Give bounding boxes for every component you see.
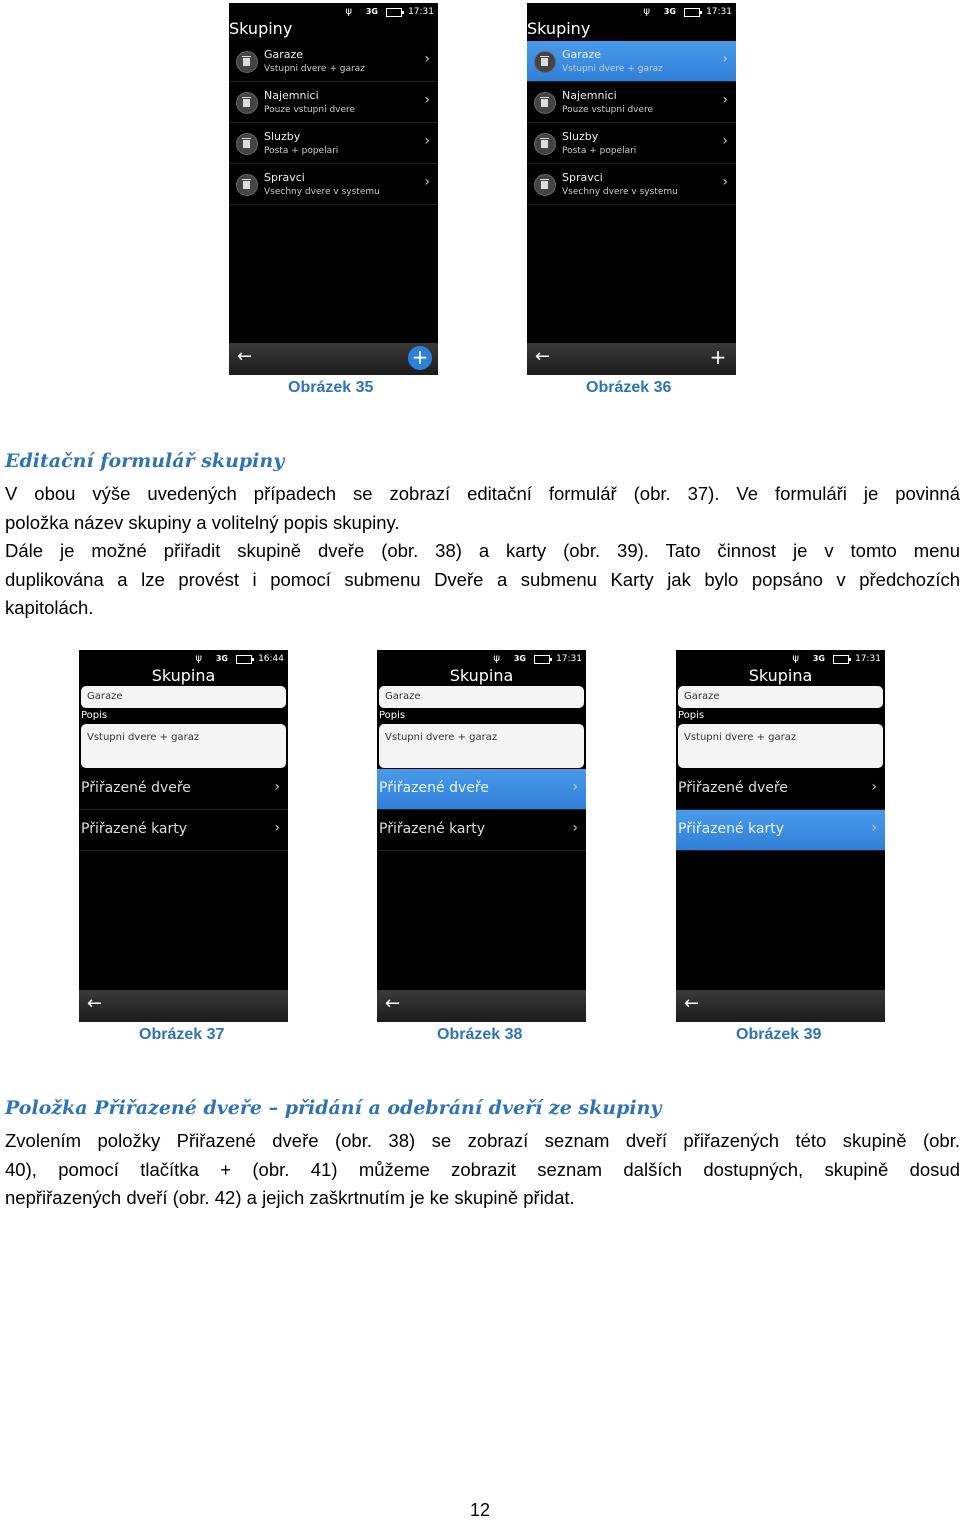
menu-item-assigned-doors[interactable] <box>79 769 288 810</box>
item-desc: Posta + popelari <box>562 146 637 156</box>
figure-caption: Obrázek 37 <box>139 1026 225 1043</box>
chevron-right-icon: › <box>274 779 280 795</box>
signal-icon: ψ <box>195 653 202 664</box>
name-field[interactable] <box>678 686 883 708</box>
network-type: 3G <box>365 7 378 16</box>
item-name: Spravci <box>562 171 603 184</box>
item-desc: Pouze vstupni dvere <box>264 105 356 115</box>
item-desc: Vstupni dvere + garaz <box>562 64 663 74</box>
name-field[interactable] <box>379 686 584 708</box>
paragraph <box>5 480 960 623</box>
popis-value: Vstupni dvere + garaz <box>385 732 498 743</box>
chevron-right-icon: › <box>722 133 728 149</box>
menu-item-assigned-cards[interactable] <box>79 810 288 851</box>
list-item-garaze[interactable] <box>229 41 438 82</box>
trash-icon[interactable] <box>236 133 258 155</box>
status-time: 17:31 <box>706 7 732 17</box>
network-type: 3G <box>215 654 228 663</box>
screenshot-36 <box>527 3 736 375</box>
signal-icon: ψ <box>345 6 352 17</box>
list-item-spravci[interactable] <box>527 164 736 205</box>
list-item-sluzby[interactable] <box>229 123 438 164</box>
figure-caption: Obrázek 35 <box>288 379 374 396</box>
screenshot-38 <box>377 650 586 1022</box>
figure-caption: Obrázek 39 <box>736 1026 822 1043</box>
popis-field[interactable] <box>81 724 286 768</box>
toolbar <box>527 343 736 375</box>
battery-icon <box>534 655 550 664</box>
menu-item-assigned-cards[interactable] <box>676 810 885 851</box>
chevron-right-icon: › <box>722 51 728 67</box>
screenshot-35 <box>229 3 438 375</box>
chevron-right-icon: › <box>424 133 430 149</box>
trash-icon[interactable] <box>236 51 258 73</box>
network-type: 3G <box>513 654 526 663</box>
menu-item-label: Přiřazené dveře <box>379 780 489 796</box>
signal-icon: ψ <box>643 6 650 17</box>
toolbar <box>377 990 586 1022</box>
signal-icon: ψ <box>792 653 799 664</box>
battery-icon <box>236 655 252 664</box>
chevron-right-icon: › <box>274 820 280 836</box>
chevron-right-icon: › <box>572 779 578 795</box>
trash-icon[interactable] <box>534 133 556 155</box>
popis-value: Vstupni dvere + garaz <box>684 732 797 743</box>
chevron-right-icon: › <box>424 51 430 67</box>
trash-icon[interactable] <box>534 51 556 73</box>
screen-title: Skupiny <box>527 19 591 38</box>
name-value: Garaze <box>87 691 123 702</box>
section-heading: Položka Přiřazené dveře – přidání a odebrání dveří ze skupiny <box>5 1097 662 1119</box>
chevron-right-icon: › <box>572 820 578 836</box>
paragraph-line: kapitolách. <box>5 597 94 618</box>
chevron-right-icon: › <box>871 820 877 836</box>
paragraph-line: Zvolením položky Přiřazené dveře (obr. 38) se zobrazí seznam dveří přiřazených této skupině (obr. <box>5 1130 960 1151</box>
paragraph-line: 40), pomocí tlačítka + (obr. 41) můžeme zobrazit seznam dalších dostupných, skupině dosud <box>5 1158 960 1180</box>
list-item-najemnici[interactable] <box>229 82 438 123</box>
toolbar <box>676 990 885 1022</box>
trash-icon[interactable] <box>236 92 258 114</box>
network-type: 3G <box>663 7 676 16</box>
paragraph-line: V obou výše uvedených případech se zobrazí editační formulář (obr. 37). Ve formuláři je povinná <box>5 483 960 504</box>
figure-caption: Obrázek 38 <box>437 1026 523 1043</box>
battery-icon <box>684 8 700 17</box>
item-name: Spravci <box>264 171 305 184</box>
back-arrow-icon[interactable]: ← <box>237 346 253 367</box>
screenshot-39 <box>676 650 885 1022</box>
popis-label: Popis <box>379 710 406 721</box>
item-desc: Vstupni dvere + garaz <box>264 64 365 74</box>
back-arrow-icon[interactable]: ← <box>684 993 700 1014</box>
screenshot-37 <box>79 650 288 1022</box>
item-name: Sluzby <box>264 130 301 143</box>
back-arrow-icon[interactable]: ← <box>87 993 103 1014</box>
menu-item-assigned-doors[interactable] <box>377 769 586 810</box>
list-item-sluzby[interactable] <box>527 123 736 164</box>
trash-icon[interactable] <box>534 174 556 196</box>
chevron-right-icon: › <box>722 174 728 190</box>
popis-value: Vstupni dvere + garaz <box>87 732 200 743</box>
menu-item-label: Přiřazené dveře <box>81 780 191 796</box>
item-name: Sluzby <box>562 130 599 143</box>
item-desc: Pouze vstupni dvere <box>562 105 654 115</box>
chevron-right-icon: › <box>871 779 877 795</box>
popis-label: Popis <box>678 710 705 721</box>
status-time: 17:31 <box>408 7 434 17</box>
screen-title: Skupina <box>151 666 216 685</box>
screen-title: Skupiny <box>229 19 293 38</box>
menu-item-assigned-cards[interactable] <box>377 810 586 851</box>
page-number: 12 <box>469 1500 491 1520</box>
paragraph-line: položka název skupiny a volitelný popis skupiny. <box>5 511 400 533</box>
back-arrow-icon[interactable]: ← <box>535 346 551 367</box>
item-desc: Vsechny dvere v systemu <box>264 187 380 197</box>
paragraph-line: Dále je možné přiřadit skupině dveře (obr. 38) a karty (obr. 39). Tato činnost je v tomto menu <box>5 540 960 561</box>
screen-title: Skupina <box>449 666 514 685</box>
battery-icon <box>386 8 402 17</box>
figure-caption: Obrázek 36 <box>586 379 672 396</box>
plus-icon[interactable]: + <box>408 346 432 370</box>
status-time: 17:31 <box>855 654 881 664</box>
status-time: 17:31 <box>556 654 582 664</box>
back-arrow-icon[interactable]: ← <box>385 993 401 1014</box>
battery-icon <box>833 655 849 664</box>
paragraph-line: duplikována a lze provést i pomocí submenu Dveře a submenu Karty jak bylo popsáno v předchozích <box>5 568 960 590</box>
list-item-spravci[interactable] <box>229 164 438 205</box>
menu-item-assigned-doors[interactable] <box>676 769 885 810</box>
popis-label: Popis <box>81 710 108 721</box>
menu-item-label: Přiřazené karty <box>81 821 188 837</box>
name-field[interactable] <box>81 686 286 708</box>
screen-title: Skupina <box>748 666 813 685</box>
item-name: Garaze <box>264 48 304 61</box>
signal-icon: ψ <box>493 653 500 664</box>
list-item-garaze[interactable] <box>527 41 736 82</box>
paragraph-line: nepřiřazených dveří (obr. 42) a jejich zaškrtnutím je ke skupině přidat. <box>5 1187 575 1208</box>
item-name: Najemnici <box>562 89 617 102</box>
item-name: Garaze <box>562 48 602 61</box>
menu-item-label: Přiřazené dveře <box>678 780 788 796</box>
menu-item-label: Přiřazené karty <box>379 821 486 837</box>
name-value: Garaze <box>684 691 720 702</box>
plus-icon[interactable]: + <box>709 345 727 369</box>
item-name: Najemnici <box>264 89 319 102</box>
chevron-right-icon: › <box>424 92 430 108</box>
menu-item-label: Přiřazené karty <box>678 821 785 837</box>
network-type: 3G <box>812 654 825 663</box>
item-desc: Posta + popelari <box>264 146 339 156</box>
list-item-najemnici[interactable] <box>527 82 736 123</box>
paragraph <box>5 1127 960 1213</box>
popis-field[interactable] <box>678 724 883 768</box>
toolbar <box>229 343 438 375</box>
section-heading: Editační formulář skupiny <box>5 450 285 472</box>
trash-icon[interactable] <box>236 174 258 196</box>
status-time: 16:44 <box>258 654 284 664</box>
chevron-right-icon: › <box>424 174 430 190</box>
popis-field[interactable] <box>379 724 584 768</box>
chevron-right-icon: › <box>722 92 728 108</box>
trash-icon[interactable] <box>534 92 556 114</box>
toolbar <box>79 990 288 1022</box>
name-value: Garaze <box>385 691 421 702</box>
item-desc: Vsechny dvere v systemu <box>562 187 678 197</box>
